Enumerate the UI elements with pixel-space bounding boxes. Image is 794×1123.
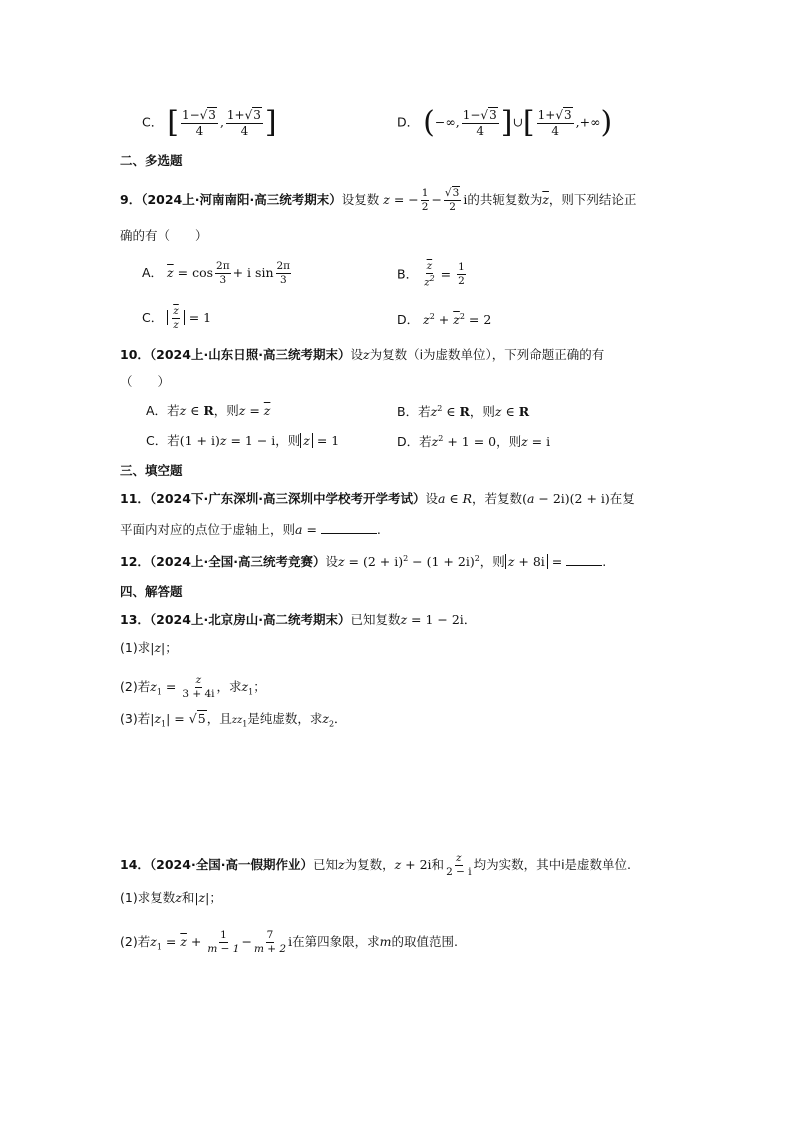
q8-option-d[interactable]: D． (−∞, $\frac{1-√3}{4}$ ]∪[ $\frac{1+√3}{4}$ ,+∞) (397, 105, 613, 140)
answer-blank[interactable] (566, 565, 602, 566)
q13-part-2: (2)若$z_1$ = $\frac{z}{3 + 4i}$ ，求$z_1$； (120, 674, 266, 701)
q8-option-c[interactable]: C． [ $\frac{1-√3}{4}$ , $\frac{1+√3}{4}$ ] (142, 105, 277, 140)
q13-stem: 13．（2024上·北京房山·高二统考期末）已知复数z = 1 − 2i． (120, 612, 477, 627)
q14-part-1: (1)求复数z和|z|； (120, 890, 222, 905)
q9-option-b[interactable]: B． $\frac{\overline{z}}{z^2}$ = $\frac{1}{2}$ (397, 260, 465, 289)
q10-option-a[interactable]: A．若z ∈ R，则$z = \overline{z}$ (146, 403, 271, 418)
q9-option-c[interactable]: C． $\frac{\overline{z}}{z}$ = 1 (142, 305, 212, 332)
q9-stem-line2: 确的有（ ） (120, 228, 208, 243)
q9-option-a[interactable]: A． $\overline{z} = \cos$ $\frac{2\pi}{3}$ + i sin $\frac{2\pi}{3}$ (142, 260, 291, 287)
q11-stem: 11．（2024下·广东深圳·高三深圳中学校考开学考试）设a ∈ R，若复数(a − 2i)(2 + i)在复 (120, 491, 635, 506)
q14-part-2: (2)若$z_1 = \overline{z}$ + $\frac{1}{m - 1}$ − $\frac{7}{m + 2}$ i在第四象限，求m的取值范围. (120, 929, 458, 956)
q9-stem: 9．（2024上·河南南阳·高三统考期末）设复数 z = − $\frac{1}{2}$ − $\frac{√3}{2}$ i的共轭复数为$\overline{z}$，则下列结论正 (120, 187, 637, 214)
q13-part-1: (1)求|z|； (120, 640, 178, 655)
q10-option-d[interactable]: D．若$z^2 + 1 = 0$，则z = i (397, 434, 551, 450)
section-heading-solution: 四、解答题 (120, 584, 183, 599)
q10-option-c[interactable]: C．若(1 + i)z = 1 − i，则 z = 1 (146, 433, 340, 448)
option-label: C． (142, 114, 164, 130)
option-label: D． (397, 114, 420, 130)
q10-option-b[interactable]: B．若$z^2$ ∈ R，则z ∈ R (397, 404, 530, 420)
q10-stem: 10．（2024上·山东日照·高三统考期末）设z为复数（i为虚数单位），下列命题正确的有 (120, 347, 605, 362)
answer-blank[interactable] (321, 533, 377, 534)
q12-stem: 12．（2024上·全国·高三统考竞赛）设$z = (2 + i)^2 - (1 + 2i)^2$，则 z + 8i = . (120, 554, 607, 570)
section-heading-multi-choice: 二、多选题 (120, 153, 183, 168)
q13-part-3: (3)若$|z_1| = √5$，且$zz_1$是纯虚数，求$z_2$． (120, 711, 347, 729)
q14-stem: 14．（2024·全国·高一假期作业）已知z为复数，z + 2i和 $\frac{z}{2 - i}$ 均为实数，其中i是虚数单位. (120, 852, 632, 879)
q9-option-d[interactable]: D． $z^2 + \overline{z}^2 = 2$ (397, 312, 492, 328)
q11-stem-line2: 平面内对应的点位于虚轴上，则a = . (120, 522, 381, 537)
q10-stem-line2: （ ） (120, 374, 171, 389)
section-heading-fill-blank: 三、填空题 (120, 463, 183, 478)
